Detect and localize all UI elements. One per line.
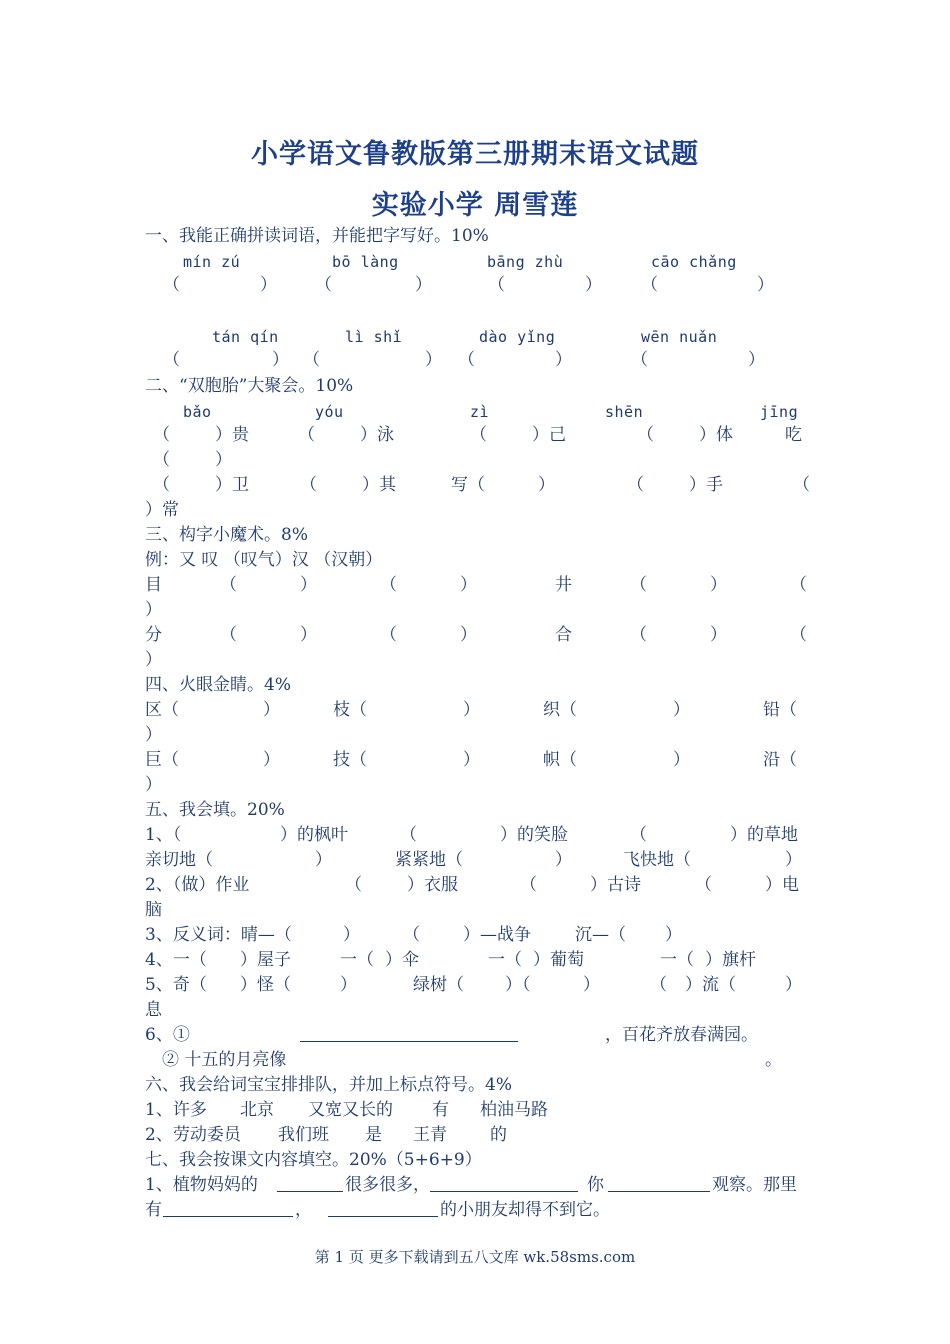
q1-answer-row1 xyxy=(145,273,810,297)
q5-line5 xyxy=(145,973,810,997)
bracket: ） xyxy=(340,975,357,995)
pinyin: jīng xyxy=(760,403,799,421)
text-fragment: 北京 xyxy=(240,1100,274,1120)
text-fragment: ）的笑脸 xyxy=(500,825,568,845)
text-fragment: 沿（ xyxy=(763,750,797,770)
bracket: （ xyxy=(298,425,315,445)
text-fragment: ）卫 xyxy=(215,475,249,495)
bracket: ） xyxy=(555,350,572,370)
bracket: （ xyxy=(220,575,237,595)
text-fragment: ，百花齐放春满园。 xyxy=(605,1025,758,1045)
bracket: ） xyxy=(425,350,442,370)
q4-heading: 四、火眼金睛。4% xyxy=(145,675,291,695)
text-fragment: 沉—（ xyxy=(575,925,626,945)
bracket: （ xyxy=(470,425,487,445)
text-fragment: 一（ xyxy=(340,950,374,970)
bracket: （ xyxy=(303,350,320,370)
page-subtitle: 实验小学 周雪莲 xyxy=(371,190,579,221)
bracket: （ xyxy=(153,425,170,445)
q5-line2 xyxy=(145,848,810,872)
q3-row1 xyxy=(145,573,810,597)
q5-line4 xyxy=(145,923,810,947)
text-fragment: 的 xyxy=(490,1125,507,1145)
bracket: （ xyxy=(650,975,667,995)
text-fragment: ， xyxy=(295,1200,312,1220)
answer-blank[interactable] xyxy=(277,1173,343,1192)
text-fragment: 合 xyxy=(555,625,572,645)
bracket: （ xyxy=(300,475,317,495)
bracket: （ xyxy=(163,275,180,295)
bracket: （ xyxy=(630,575,647,595)
text-fragment: ）—战争 xyxy=(463,925,531,945)
bracket: ） xyxy=(460,625,477,645)
pinyin: yóu xyxy=(315,403,344,421)
bracket: ） xyxy=(748,350,765,370)
text-fragment: 5、奇（ xyxy=(145,975,207,995)
q5-line7 xyxy=(145,1048,810,1072)
text-fragment: 很多很多， xyxy=(345,1175,430,1195)
bracket: ） xyxy=(260,275,277,295)
bracket: ） xyxy=(300,625,317,645)
bracket: （ xyxy=(153,475,170,495)
bracket: ） xyxy=(145,775,162,795)
text-fragment: 巨（ xyxy=(145,750,179,770)
answer-blank[interactable] xyxy=(608,1173,710,1192)
text-fragment: 1、许多 xyxy=(145,1100,207,1120)
text-fragment: 观察。那里 xyxy=(712,1175,797,1195)
text-fragment: 2、劳动委员 xyxy=(145,1125,241,1145)
q4-row1-wrap xyxy=(145,723,810,747)
text-fragment: 3、反义词：晴—（ xyxy=(145,925,292,945)
pinyin: tán qín xyxy=(212,328,279,346)
bracket: ） xyxy=(460,575,477,595)
text-fragment: ）屋子 xyxy=(240,950,291,970)
q6-heading: 六、我会给词宝宝排排队，并加上标点符号。4% xyxy=(145,1075,512,1095)
text-fragment: 一（ xyxy=(660,950,694,970)
text-fragment: 织（ xyxy=(543,700,577,720)
q2-row1 xyxy=(145,423,810,447)
text-fragment: ）泳 xyxy=(360,425,394,445)
bracket: （ xyxy=(163,350,180,370)
bracket: ） xyxy=(710,625,727,645)
text-fragment: 区（ xyxy=(145,700,179,720)
text-fragment: ）葡萄 xyxy=(533,950,584,970)
text-fragment: 的小朋友却得不到它。 xyxy=(440,1200,610,1220)
text-fragment: 铅（ xyxy=(763,700,797,720)
text-fragment: ）（ xyxy=(505,975,531,995)
pinyin: lì shǐ xyxy=(345,328,403,346)
bracket: ） xyxy=(263,750,280,770)
bracket: ） xyxy=(665,925,682,945)
text-fragment: ）体 xyxy=(699,425,733,445)
q2-row2-wrap: ）常 xyxy=(145,500,179,520)
text-fragment: ）伞 xyxy=(385,950,419,970)
bracket: ） xyxy=(757,275,774,295)
pinyin: shēn xyxy=(605,403,644,421)
text-fragment: （ xyxy=(793,475,810,495)
text-fragment: 吃 xyxy=(785,425,802,445)
bracket: （ xyxy=(458,350,475,370)
q4-row2 xyxy=(145,748,810,772)
bracket: （ xyxy=(403,925,420,945)
bracket: ） xyxy=(215,450,232,470)
text-fragment: 技（ xyxy=(333,750,367,770)
answer-blank[interactable] xyxy=(163,1198,293,1217)
bracket: （ xyxy=(790,575,807,595)
text-fragment: ）的草地 xyxy=(730,825,798,845)
bracket: ） xyxy=(145,600,162,620)
text-fragment: 亲切地（ xyxy=(145,850,213,870)
pinyin: bǎo xyxy=(183,403,212,421)
bracket: （ xyxy=(627,475,644,495)
q5-line5-wrap: 息 xyxy=(145,1000,162,1020)
bracket: ） xyxy=(463,750,480,770)
pinyin: zì xyxy=(470,403,490,421)
bracket: （ xyxy=(380,575,397,595)
q3-row1-wrap xyxy=(145,598,810,622)
q5-line6 xyxy=(145,1023,810,1047)
text-fragment: 又宽又长的 xyxy=(308,1100,393,1120)
text-fragment: ）旗杆 xyxy=(705,950,756,970)
text-fragment: ）手 xyxy=(689,475,723,495)
text-fragment: ）古诗 xyxy=(590,875,641,895)
text-fragment: 王青 xyxy=(413,1125,447,1145)
text-fragment: ）怪（ xyxy=(240,975,291,995)
bracket: ） xyxy=(673,750,690,770)
text-fragment: 2、（做）作业 xyxy=(145,875,250,895)
text-fragment: 4、一（ xyxy=(145,950,207,970)
page-title: 小学语文鲁教版第三册期末语文试题 xyxy=(251,139,699,170)
pinyin: mín zú xyxy=(183,253,241,271)
bracket: （ xyxy=(631,350,648,370)
q4-row2-wrap xyxy=(145,773,810,797)
q7-line1 xyxy=(145,1173,810,1197)
text-fragment: 写（ xyxy=(451,475,485,495)
text-fragment: ）贵 xyxy=(215,425,249,445)
q1-pinyin-row2 xyxy=(145,325,810,349)
q7-heading: 七、我会按课文内容填空。20%（5+6+9） xyxy=(145,1150,482,1170)
bracket: ） xyxy=(538,475,555,495)
pinyin: bāng zhù xyxy=(487,253,564,271)
bracket: （ xyxy=(488,275,505,295)
bracket: ） xyxy=(673,700,690,720)
q5-line1 xyxy=(145,823,810,847)
bracket: （ xyxy=(345,875,362,895)
bracket: ） xyxy=(145,650,162,670)
q5-line4b xyxy=(145,948,810,972)
q4-row1 xyxy=(145,698,810,722)
bracket: ） xyxy=(145,725,162,745)
text-fragment: 有 xyxy=(432,1100,449,1120)
q2-row1-wrap xyxy=(145,448,810,472)
q1-answer-row2 xyxy=(145,348,810,372)
text-fragment: ）己 xyxy=(532,425,566,445)
q3-example: 例：又 叹 （叹气）汉 （汉朝） xyxy=(145,550,383,570)
text-fragment: ）的枫叶 xyxy=(280,825,348,845)
text-fragment: 目 xyxy=(145,575,162,595)
page-footer: 第 1 页 更多下载请到五八文库 wk.58sms.com xyxy=(314,1248,636,1266)
q3-row2 xyxy=(145,623,810,647)
q2-pinyin-row xyxy=(145,400,810,424)
text-fragment: 有 xyxy=(145,1200,162,1220)
bracket: （ xyxy=(315,275,332,295)
bracket: ） xyxy=(710,575,727,595)
text-fragment: 绿树（ xyxy=(413,975,464,995)
q6-line1 xyxy=(145,1098,810,1122)
bracket: ） xyxy=(785,975,802,995)
text-fragment: ）其 xyxy=(362,475,396,495)
bracket: ） xyxy=(463,700,480,720)
text-fragment: 1、（ xyxy=(145,825,182,845)
pinyin: bō làng xyxy=(332,253,399,271)
bracket: ） xyxy=(315,850,332,870)
text-fragment: 你 xyxy=(587,1175,604,1195)
text-fragment: 分 xyxy=(145,625,162,645)
text-fragment: 紧紧地（ xyxy=(395,850,463,870)
bracket: （ xyxy=(220,625,237,645)
q5-line3 xyxy=(145,873,810,897)
text-fragment: ② 十五的月亮像 xyxy=(162,1050,287,1070)
q1-pinyin-row1 xyxy=(145,250,810,274)
bracket: （ xyxy=(153,450,170,470)
bracket: ） xyxy=(785,850,802,870)
q5-line3-wrap: 脑 xyxy=(145,900,162,920)
q2-row2 xyxy=(145,473,810,497)
bracket: ） xyxy=(263,700,280,720)
text-fragment: 柏油马路 xyxy=(480,1100,548,1120)
q3-row2-wrap xyxy=(145,648,810,672)
text-fragment: ）衣服 xyxy=(407,875,458,895)
bracket: ） xyxy=(555,850,572,870)
bracket: （ xyxy=(630,825,647,845)
q1-heading: 一、我能正确拼读词语，并能把字写好。10% xyxy=(145,226,489,246)
bracket: （ xyxy=(641,275,658,295)
text-fragment: 枝（ xyxy=(333,700,367,720)
q5-heading: 五、我会填。20% xyxy=(145,800,285,820)
text-fragment: 。 xyxy=(765,1050,782,1070)
bracket: ） xyxy=(300,575,317,595)
bracket: （ xyxy=(630,625,647,645)
bracket: （ xyxy=(380,625,397,645)
answer-blank[interactable] xyxy=(328,1198,438,1217)
q7-line2 xyxy=(145,1198,810,1222)
q2-heading: 二、“双胞胎”大聚会。10% xyxy=(145,376,354,396)
text-fragment: 6、① xyxy=(145,1025,190,1045)
text-fragment: 井 xyxy=(555,575,572,595)
bracket: ） xyxy=(272,350,289,370)
text-fragment: 是 xyxy=(365,1125,382,1145)
bracket: ） xyxy=(415,275,432,295)
text-fragment: 一（ xyxy=(488,950,522,970)
pinyin: dào yǐng xyxy=(479,328,556,346)
pinyin: wēn nuǎn xyxy=(641,328,718,346)
answer-blank[interactable] xyxy=(300,1023,518,1042)
bracket: （ xyxy=(400,825,417,845)
text-fragment: ）流（ xyxy=(685,975,736,995)
text-fragment: ）电 xyxy=(765,875,799,895)
text-fragment: 我们班 xyxy=(278,1125,329,1145)
text-fragment: 飞快地（ xyxy=(623,850,691,870)
q3-heading: 三、构字小魔术。8% xyxy=(145,525,308,545)
bracket: （ xyxy=(637,425,654,445)
bracket: （ xyxy=(790,625,807,645)
bracket: （ xyxy=(695,875,712,895)
bracket: ） xyxy=(343,925,360,945)
text-fragment: 帜（ xyxy=(543,750,577,770)
q6-line2 xyxy=(145,1123,810,1147)
pinyin: cāo chǎng xyxy=(651,253,737,271)
answer-blank[interactable] xyxy=(430,1173,578,1192)
bracket: ） xyxy=(585,275,602,295)
bracket: （ xyxy=(520,875,537,895)
text-fragment: 1、植物妈妈的 xyxy=(145,1175,258,1195)
bracket: ） xyxy=(583,975,600,995)
